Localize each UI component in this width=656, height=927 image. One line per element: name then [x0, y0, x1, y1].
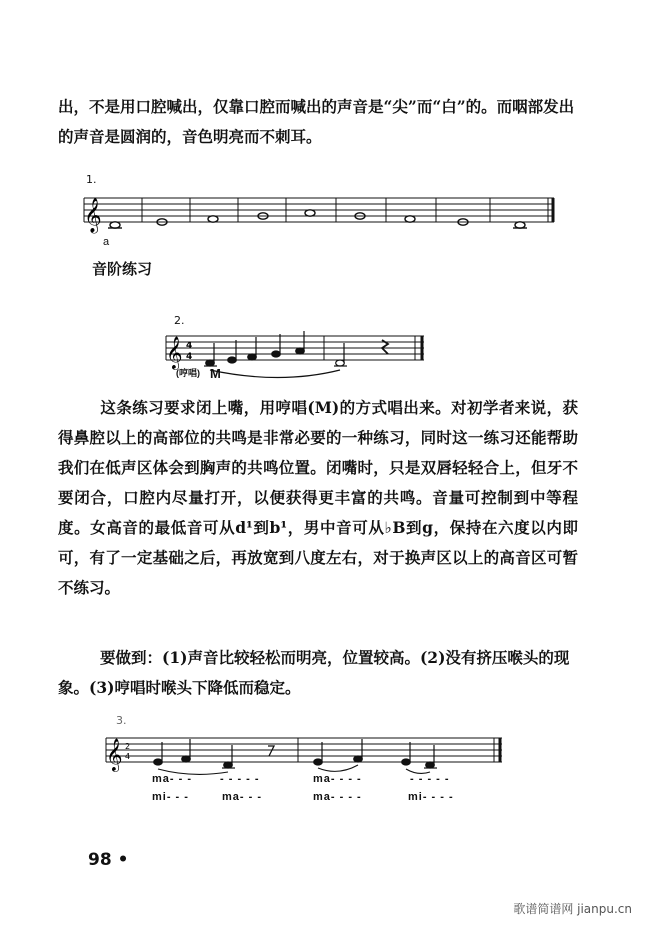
watermark-text: 歌谱简谱网 jianpu.cn [513, 902, 632, 916]
example-3-lyric: ma- - - [152, 773, 192, 785]
example-3-number: 3. [116, 714, 127, 727]
main-paragraph [58, 393, 578, 603]
example-2-hum-label: (哼唱) [176, 368, 200, 378]
example-3-lyric: - - - - - [220, 773, 260, 785]
example-1-staff [70, 190, 560, 240]
example-3-lyric: - - - - - [410, 773, 450, 785]
svg-text:4: 4 [186, 352, 193, 362]
intro-paragraph: 出，不是用口腔喊出，仅靠口腔而喊出的声音是“尖”而“白”的。而咽部发出的声音是圆润的，音色明亮而不刺耳。 [58, 97, 575, 146]
example-3-staff [100, 732, 510, 777]
requirements-paragraph [58, 643, 578, 703]
example-3-lyric: mi- - - - [408, 791, 454, 803]
example-2-m-label: M [210, 366, 221, 381]
section-heading: 音阶练习 [92, 260, 153, 278]
example-1-note-label: a [103, 236, 110, 248]
example-3-lyric: ma- - - - [313, 773, 362, 785]
example-3-lyric: mi- - - [152, 791, 189, 803]
svg-text:4: 4 [125, 752, 131, 761]
treble-clef-icon: 𝄞 [166, 336, 183, 369]
example-1-number: 1. [86, 173, 97, 186]
example-3-lyric: ma- - - [222, 791, 262, 803]
svg-text:4: 4 [186, 341, 193, 351]
requirements-paragraph-text: 要做到：(1)声音比较轻松而明亮，位置较高。(2)没有挤压喉头的现象。(3)哼唱时喉头下降低而稳定。 [58, 648, 570, 697]
example-2-number: 2. [174, 314, 185, 327]
example-2-staff [160, 330, 430, 380]
treble-clef-icon: 𝄞 [106, 738, 123, 771]
example-3-lyric: ma- - - - [313, 791, 362, 803]
treble-clef-icon: 𝄞 [84, 198, 102, 233]
svg-text:2: 2 [125, 742, 131, 751]
main-paragraph-text: 这条练习要求闭上嘴，用哼唱(M)的方式唱出来。对初学者来说，获得鼻腔以上的高部位的共鸣是非常必要的一种练习，同时这一练习还能帮助我们在低声区体会到胸声的共鸣位置。闭嘴时，只是双唇轻轻合上，但牙不要闭合，口腔内尽量打开，以便获得更丰富的共鸣。音量可控制到中等程度。女高音的最低音可从d¹到b¹，男中音可从♭B到g，保持在六度以内即可，有了一定基础之后，再放宽到八度左右，对于换声区以上的高音区可暂不练习。 [58, 398, 578, 597]
page-number: 98 • [88, 850, 129, 870]
